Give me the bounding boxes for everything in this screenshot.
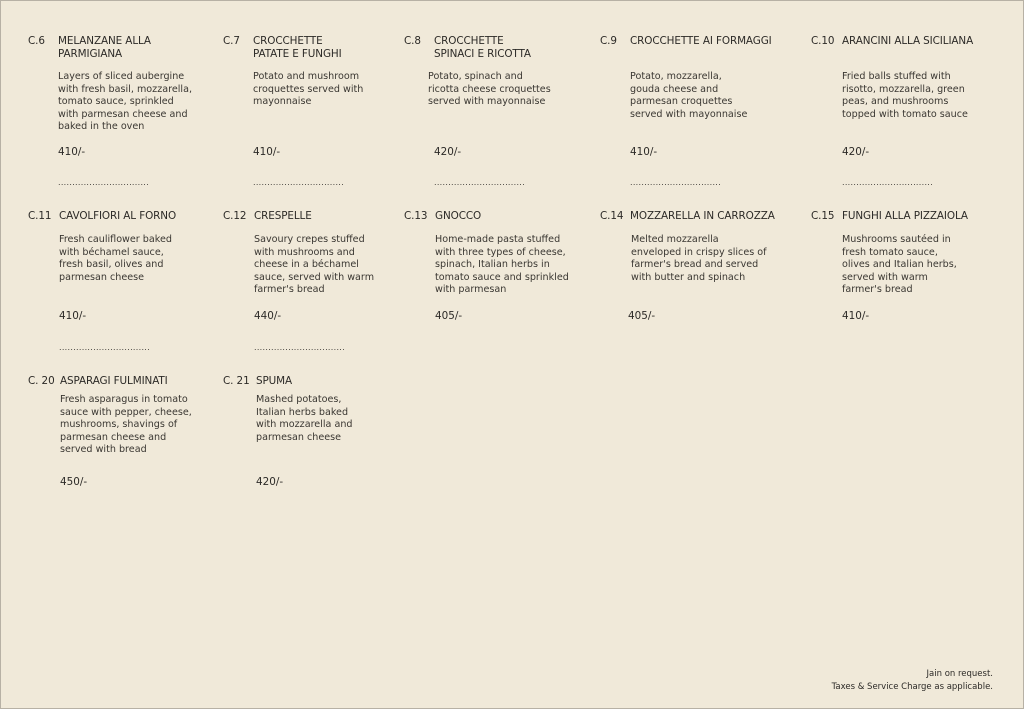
item-description: Layers of sliced aubergine with fresh basil, mozzarella, tomato sauce, sprinkled with parmesan cheese and baked in the oven [58, 71, 193, 133]
item-code: C.15 [811, 210, 835, 222]
item-price: 420/- [256, 476, 284, 488]
item-separator: ................................ [254, 343, 345, 352]
item-code: C.7 [223, 35, 240, 47]
item-name: GNOCCO [435, 210, 482, 222]
item-name: SPUMA [256, 375, 293, 387]
item-price: 410/- [59, 310, 87, 322]
menu-item-c9 [600, 35, 800, 195]
item-name: CROCCHETTE PATATE E FUNGHI [253, 35, 342, 60]
item-name: CRESPELLE [254, 210, 312, 222]
item-description: Mashed potatoes, Italian herbs baked with mozzarella and parmesan cheese [256, 394, 353, 443]
item-separator: ................................ [59, 343, 150, 352]
item-description: Home-made pasta stuffed with three types of cheese, spinach, Italian herbs in tomato sauce and sprinkled with parmesan [435, 234, 569, 296]
item-name: ASPARAGI FULMINATI [60, 375, 168, 387]
item-code: C.11 [28, 210, 52, 222]
item-description: Savoury crepes stuffed with mushrooms and cheese in a béchamel sauce, served with warm farmer's bread [254, 234, 375, 296]
item-name: CAVOLFIORI AL FORNO [59, 210, 177, 222]
item-price: 410/- [630, 146, 658, 158]
item-price: 410/- [58, 146, 86, 158]
menu-item-c10 [811, 35, 1001, 195]
item-code: C.13 [404, 210, 428, 222]
item-description: Fresh asparagus in tomato sauce with pepper, cheese, mushrooms, shavings of parmesan cheese and served with bread [60, 394, 192, 456]
item-description: Fried balls stuffed with risotto, mozzarella, green peas, and mushrooms topped with tomato sauce [842, 71, 968, 120]
menu-item-c6 [28, 35, 208, 195]
item-code: C.10 [811, 35, 835, 47]
item-description: Fresh cauliflower baked with béchamel sauce, fresh basil, olives and parmesan cheese [59, 234, 172, 283]
item-name: CROCCHETTE SPINACI E RICOTTA [434, 35, 531, 60]
item-price: 420/- [842, 146, 870, 158]
menu-item-c14 [600, 210, 800, 330]
menu-item-c15 [811, 210, 1001, 330]
jain-note: Jain on request. [926, 669, 993, 679]
menu-item-c11 [28, 210, 208, 360]
item-code: C.8 [404, 35, 421, 47]
item-name: FUNGHI ALLA PIZZAIOLA [842, 210, 968, 222]
item-description: Mushrooms sautéed in fresh tomato sauce, olives and Italian herbs, served with warm farmer's bread [842, 234, 957, 296]
item-separator: ................................ [630, 178, 721, 187]
item-price: 420/- [434, 146, 462, 158]
item-code: C. 21 [223, 375, 250, 387]
item-name: ARANCINI ALLA SICILIANA [842, 35, 974, 47]
item-price: 405/- [435, 310, 463, 322]
item-price: 410/- [253, 146, 281, 158]
item-price: 405/- [628, 310, 656, 322]
item-separator: ................................ [58, 178, 149, 187]
menu-item-c21 [223, 375, 393, 495]
item-description: Potato, spinach and ricotta cheese croquettes served with mayonnaise [428, 71, 551, 108]
menu-footer [832, 668, 993, 693]
item-separator: ................................ [842, 178, 933, 187]
item-name: MOZZARELLA IN CARROZZA [630, 210, 775, 222]
item-code: C.9 [600, 35, 617, 47]
item-price: 450/- [60, 476, 88, 488]
item-separator: ................................ [253, 178, 344, 187]
item-code: C. 20 [28, 375, 55, 387]
menu-item-c7 [223, 35, 393, 195]
menu-item-c20 [28, 375, 208, 495]
item-code: C.14 [600, 210, 624, 222]
menu-item-c8 [404, 35, 584, 195]
item-name: CROCCHETTE AI FORMAGGI [630, 35, 772, 47]
item-name: MELANZANE ALLA PARMIGIANA [58, 35, 151, 60]
item-description: Potato, mozzarella, gouda cheese and parmesan croquettes served with mayonnaise [630, 71, 748, 120]
taxes-note: Taxes & Service Charge as applicable. [831, 681, 993, 692]
item-code: C.12 [223, 210, 247, 222]
item-description: Melted mozzarella enveloped in crispy slices of farmer's bread and served with butter and spinach [631, 234, 767, 283]
menu-item-c13 [404, 210, 584, 330]
item-code: C.6 [28, 35, 45, 47]
menu-item-c12 [223, 210, 393, 360]
item-description: Potato and mushroom croquettes served with mayonnaise [253, 71, 364, 108]
item-price: 440/- [254, 310, 282, 322]
item-separator: ................................ [434, 178, 525, 187]
item-price: 410/- [842, 310, 870, 322]
